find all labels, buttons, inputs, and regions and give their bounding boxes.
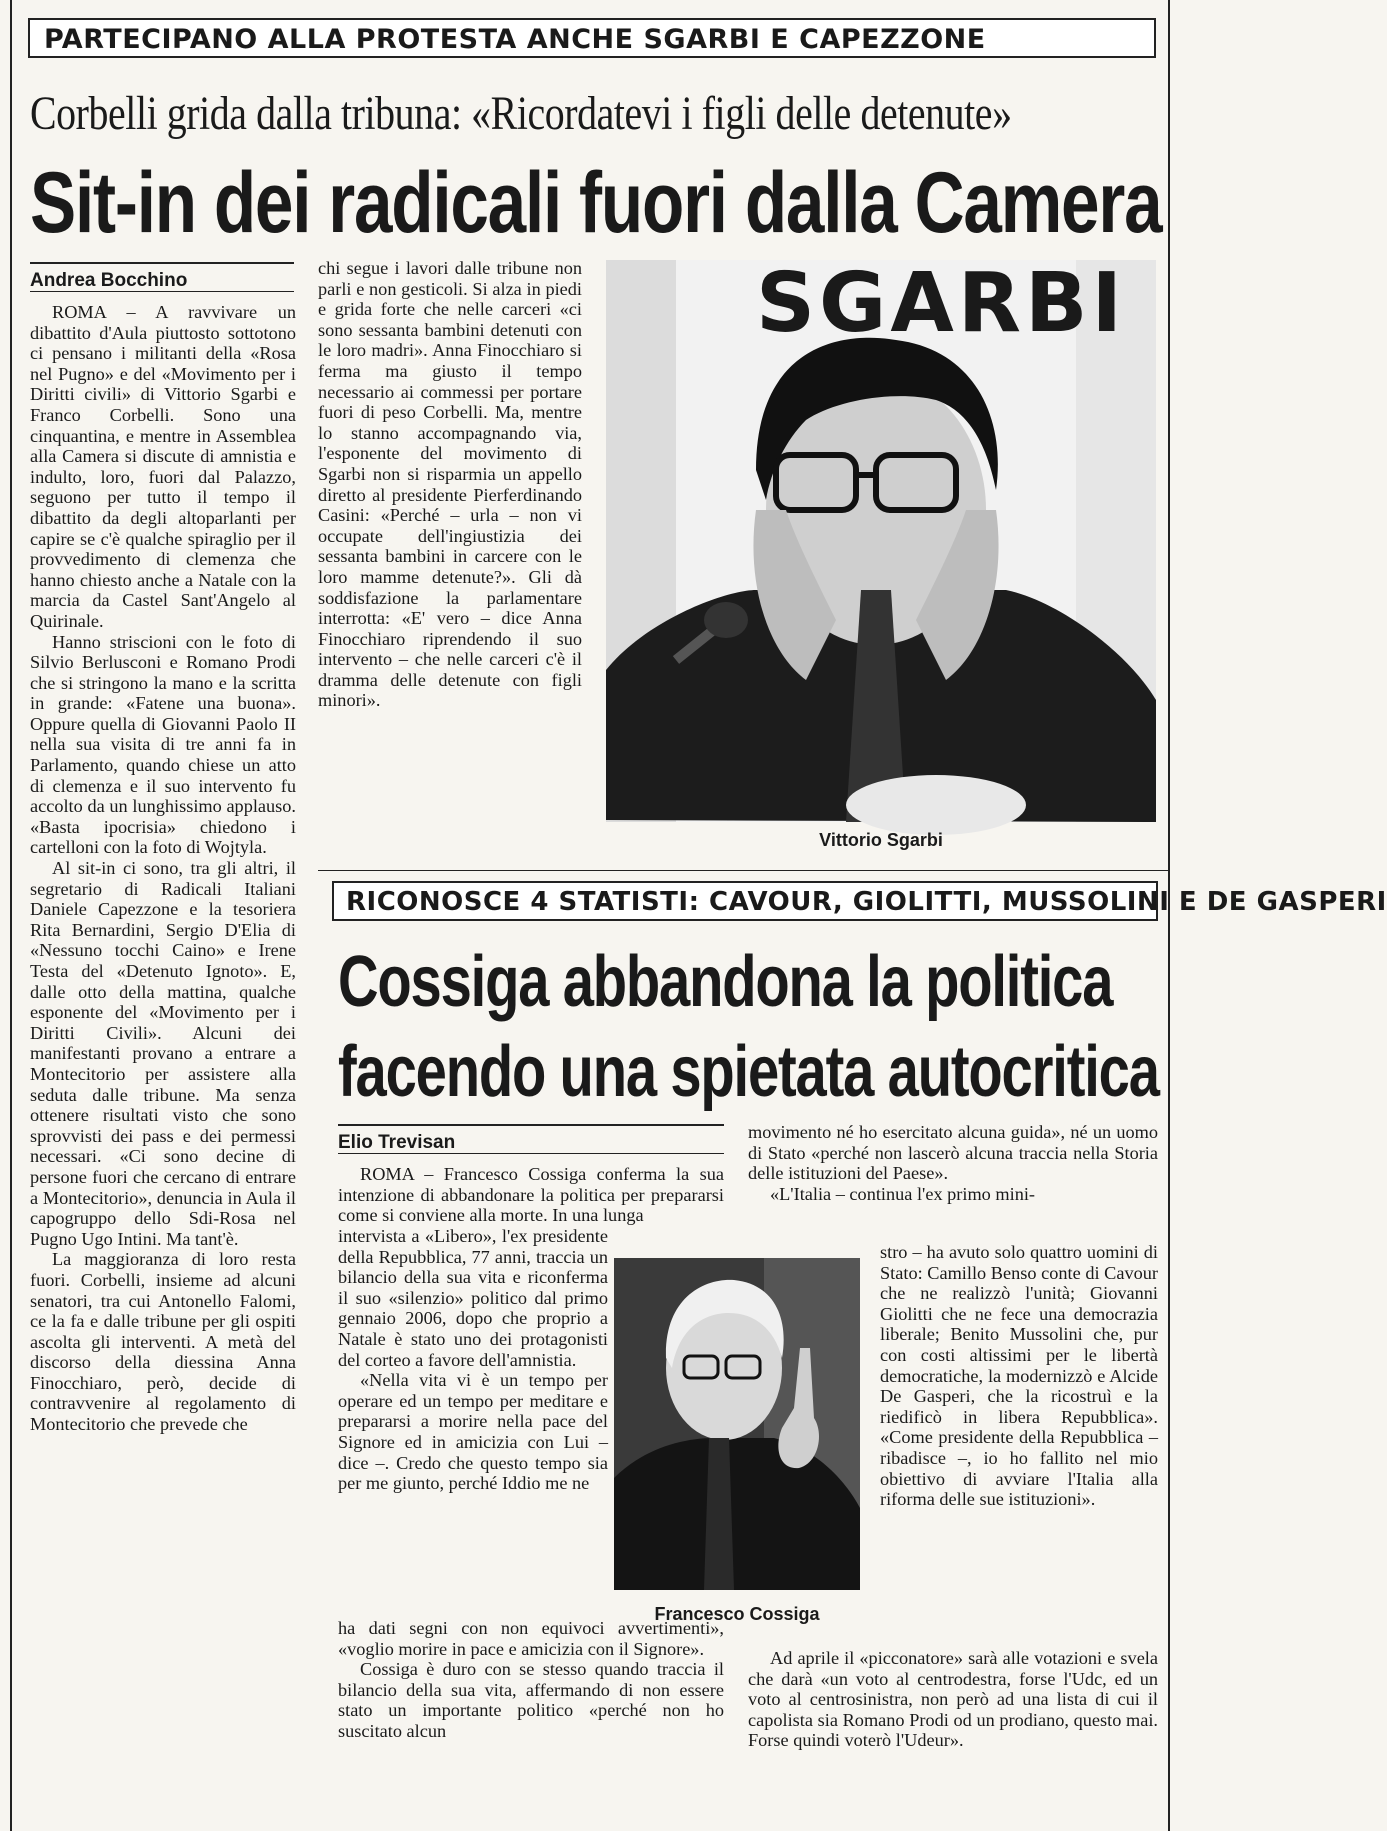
article1-headline: Sit-in dei radicali fuori dalla Camera: [30, 155, 1162, 251]
article2-col1-paragraph: «Nella vita vi è un tempo per operare ed un tempo per meditare e prepararsi a morire nella pace del Signore ed in amicizia con Lui – dice –. Credo che questo tempo sia per me giunto, perché Iddio me ne: [338, 1370, 608, 1494]
cossiga-photo: [614, 1258, 860, 1590]
article2-column-1-bottom: [338, 1618, 724, 1818]
article1-column-1: [30, 302, 296, 1824]
article2-column-1-beside-photo: [338, 1226, 608, 1618]
sgarbi-photo: [606, 256, 1156, 822]
article2-column-2-beside-photo: [880, 1242, 1158, 1644]
cossiga-photo-illustration: [614, 1258, 860, 1590]
article2-col2-paragraph: «L'Italia – continua l'ex primo mini-: [770, 1183, 1035, 1204]
left-border-rule: [10, 0, 12, 1831]
article2-column-2-bottom: [748, 1648, 1158, 1818]
article2-headline-line1: Cossiga abbandona la politica: [338, 942, 1113, 1022]
article2-col2-paragraph: stro – ha avuto solo quattro uomini di Stato: Camillo Benso conte di Cavour che ne realizzò l'unità; Giovanni Giolitti che ne fece una democrazia liberale; Benito Mussolini che, pur con costi altissimi per le libertà democratiche, la modernizzò e Alcide De Gasperi, che la ricostruì e la riedificò in libera Repubblica». «Come presidente della Repubblica – ribadisce –, io ho fallito nel mio obiettivo di avviare l'Italia alla riforma delle sue istituzioni».: [880, 1242, 1158, 1510]
article1-byline: Andrea Bocchino: [30, 262, 294, 292]
article2-column-2-top: [748, 1122, 1158, 1242]
article2-col1-paragraph: intervista a «Libero», l'ex presidente della Repubblica, 77 anni, traccia un bilancio della sua vita e riconferma il suo «silenzio» politico dal primo gennaio 2006, dopo che proprio a Natale è stato uno dei protagonisti del corteo a favore dell'amnistia.: [338, 1226, 608, 1370]
sgarbi-banner-sign: SGARBI: [756, 256, 1126, 351]
article1-kicker: PARTECIPANO ALLA PROTESTA ANCHE SGARBI E CAPEZZONE: [28, 18, 1156, 58]
article1-col1-paragraph: Al sit-in ci sono, tra gli altri, il segretario di Radicali Italiani Daniele Capezzone e la tesoriera Rita Bernardini, Sergio D'Elia di «Nessuno tocchi Caino» e Irene Testa del «Detenuto Ignoto». E, dalle otto della mattina, qualche esponente del «Movimento per i Diritti Civili». Alcuni dei manifestanti provano a entrare a Montecitorio per assistere alla seduta dalle tribune. Ma senza ottenere risultati visto che sono sprovvisti dei pass e dei permessi necessari. «Ci sono decine di persone fuori che cercano di entrare a Montecitorio», denuncia in Aula il capogruppo dello Sdi-Rosa nel Pugno Ugo Intini. Ma tant'è.: [30, 858, 296, 1249]
article2-col2-paragraph: Ad aprile il «picconatore» sarà alle votazioni e svela che darà «un voto al centrodestra, forse l'Udc, ed un voto al centrosinistra, non però ad una lista di cui il capolista sia Romano Prodi od un prodiano, questo mai. Forse quindi voterò l'Udeur».: [748, 1648, 1158, 1751]
article2-col2-paragraph: movimento né ho esercitato alcuna guida», né un uomo di Stato «perché non lascerò alcuna traccia nella Storia delle istituzioni del Paese».: [748, 1122, 1158, 1184]
article-divider: [318, 870, 1168, 871]
article1-col1-paragraph: Hanno striscioni con le foto di Silvio Berlusconi e Romano Prodi che si stringono la mano e la scritta in grande: «Fatene una buona». Oppure quella di Giovanni Paolo II nella sua visita di tre anni fa in Parlamento, quando chiese un atto di clemenza e il suo intervento fu accolto da un lunghissimo applauso. «Basta ipocrisia» chiedono i cartelloni con la foto di Wojtyla.: [30, 631, 296, 858]
article1-subhead: Corbelli grida dalla tribuna: «Ricordatevi i figli delle detenute»: [30, 87, 1012, 140]
article1-column-2: [318, 258, 582, 868]
sgarbi-photo-caption: Vittorio Sgarbi: [819, 830, 943, 850]
article1-col1-paragraph: ROMA – A ravvivare un dibattito d'Aula piuttosto sottotono ci pensano i militanti della «Rosa nel Pugno» e del «Movimento per i Diritti civili» di Vittorio Sgarbi e Franco Corbelli. Sono una cinquantina, e mentre in Assemblea alla Camera si discute di amnistia e indulto, loro, fuori dal Palazzo, seguono per tutto il tempo il dibattito da degli altoparlanti per capire se c'è qualche spiraglio per il provvedimento di clemenza che hanno chiesto anche a Natale con la marcia da Castel Sant'Angelo al Quirinale.: [30, 302, 296, 631]
article1-col2-paragraph: chi segue i lavori dalle tribune non parli e non gesticoli. Si alza in piedi e grida forte che nelle carceri «ci sono sessanta bambini detenuti con le loro madri». Anna Finocchiaro si ferma ma giusto il tempo necessario ai commessi per portare fuori di peso Corbelli. Ma, mentre lo stanno accompagnando via, l'esponente del movimento di Sgarbi non si risparmia un appello diretto al presidente Pierferdinando Casini: «Perché – urla – non vi occupate dell'ingiustizia dei sessanta bambini in carcere con le loro mamme detenute?». Gli dà soddisfazione la parlamentare interrotta: «E' vero – dice Anna Finocchiaro riprendendo il suo intervento – che nelle carceri c'è il dramma delle detenute con figli minori».: [318, 258, 582, 711]
article2-headline-line2: facendo una spietata autocritica: [338, 1032, 1159, 1112]
article2-col1-paragraph: Cossiga è duro con se stesso quando traccia il bilancio della sua vita, affermando di non essere stato un importante politico «perché non ho suscitato alcun: [338, 1659, 724, 1741]
article1-col1-paragraph: La maggioranza di loro resta fuori. Corbelli, insieme ad alcuni senatori, tra cui Antonello Falomi, ce la fa e dalle tribune per gli ospiti ascolta gli interventi. A metà del discorso della diessina Anna Finocchiaro, però, decide di contravvenire al regolamento di Montecitorio che prevede che: [30, 1249, 296, 1435]
article2-col1-paragraph: ROMA – Francesco Cossiga conferma la sua intenzione di abbandonare la politica per prepararsi come si conviene alla morte. In una lunga: [338, 1164, 724, 1226]
article2-column-1-top: [338, 1164, 724, 1226]
cossiga-photo-caption: Francesco Cossiga: [654, 1604, 820, 1624]
article2-col1-paragraph: ha dati segni con non equivoci avvertimenti», «voglio morire in pace e amicizia con il Signore».: [338, 1618, 724, 1659]
article2-byline: Elio Trevisan: [338, 1124, 724, 1154]
article2-kicker: RICONOSCE 4 STATISTI: CAVOUR, GIOLITTI, MUSSOLINI E DE GASPERI: [332, 881, 1158, 921]
